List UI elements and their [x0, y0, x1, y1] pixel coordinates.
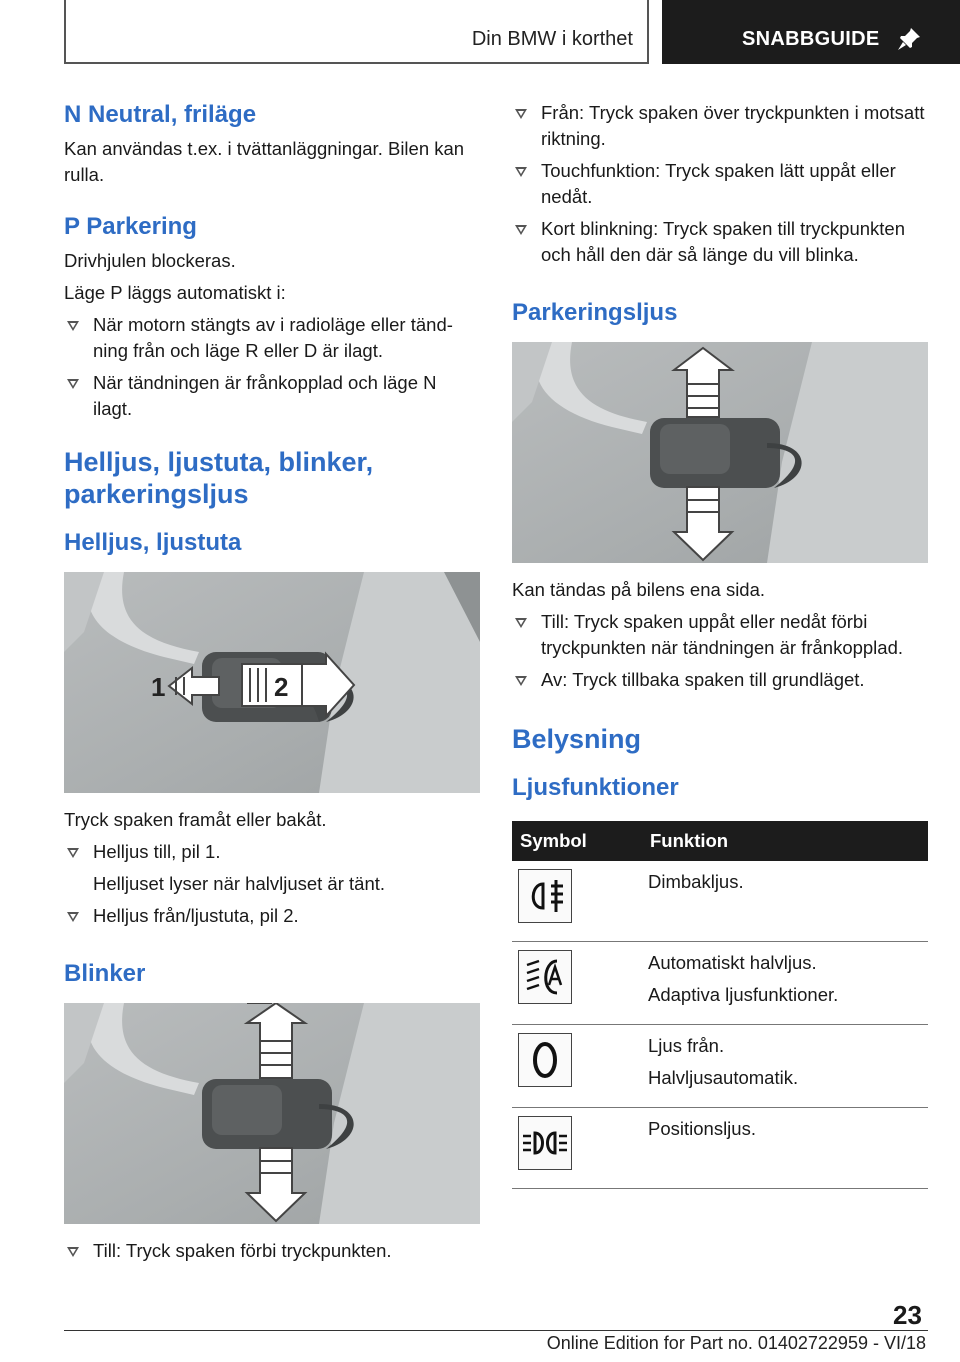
pushpin-icon: [896, 26, 922, 52]
left-column: [64, 100, 480, 1264]
col-header-symbol: Symbol: [512, 821, 642, 861]
list-item-text: Kort blinkning: Tryck spaken till tryckpunkten och håll den där så länge du vill blinka.: [541, 218, 905, 265]
bullet-triangle-icon: [515, 109, 527, 119]
function-text: Adaptiva ljusfunktioner.: [648, 984, 839, 1005]
list-item-text: Till: Tryck spaken förbi tryckpunkten.: [93, 1240, 392, 1261]
list-item-text: Från: Tryck spaken över tryckpunkten i motsatt riktning.: [541, 102, 925, 149]
header-section-title: Din BMW i korthet: [471, 28, 633, 50]
highbeam-caption: Tryck spaken framåt eller bakåt.: [64, 809, 327, 830]
list-item: [512, 609, 928, 661]
arrow-1-label: 1: [151, 672, 166, 702]
lighting-heading: Belysning: [512, 724, 642, 754]
list-item-subtext: Helljuset lyser när halvljuset är tänt.: [93, 873, 386, 894]
page-number: 23: [893, 1300, 922, 1330]
rear-fog-light-icon: [518, 869, 572, 923]
main-section-heading: Helljus, ljustuta, blinker, parkeringsljus: [64, 447, 374, 509]
list-item: [64, 370, 480, 422]
list-item: [64, 903, 480, 929]
bullet-triangle-icon: [67, 379, 79, 389]
lights-off-zero-icon: [518, 1033, 572, 1087]
function-text: Automatiskt halvljus.: [648, 952, 817, 973]
parking-light-caption: Kan tändas på bilens ena sida.: [512, 579, 766, 600]
arrow-2-label: 2: [274, 672, 289, 702]
list-item: [512, 216, 928, 268]
bullet-triangle-icon: [515, 167, 527, 177]
bullet-triangle-icon: [515, 225, 527, 235]
table-row: [512, 1025, 928, 1108]
bullet-triangle-icon: [67, 912, 79, 922]
footer-edition-text: Online Edition for Part no. 01402722959 - VI/18: [546, 1333, 926, 1353]
list-item: [512, 100, 928, 152]
chapter-label: SNABBGUIDE: [742, 28, 880, 50]
bullet-triangle-icon: [515, 676, 527, 686]
neutral-heading: N Neutral, friläge: [64, 101, 257, 128]
blinker-stalk-illustration: [64, 1003, 480, 1224]
list-item-text: Helljus från/ljustuta, pil 2.: [93, 905, 299, 926]
function-text: Halvljusautomatik.: [648, 1067, 799, 1088]
right-column: [512, 100, 928, 1189]
list-item: [64, 839, 480, 865]
function-text: Ljus från.: [648, 1035, 725, 1056]
function-text: Dimbakljus.: [648, 871, 744, 892]
position-lights-icon: [518, 1116, 572, 1170]
bullet-triangle-icon: [67, 848, 79, 858]
list-item-text: Helljus till, pil 1.: [93, 841, 221, 862]
auto-low-beam-icon: [518, 950, 572, 1004]
light-functions-table: [512, 821, 928, 1189]
header-chapter-tab: [662, 0, 960, 64]
neutral-text: Kan användas t.ex. i tvättanläggningar. Bilen kan rulla.: [64, 138, 465, 185]
list-item-text: När tändningen är frånkopplad och läge N ilagt.: [93, 372, 437, 419]
parking-light-heading: Parkeringsljus: [512, 299, 678, 326]
col-header-function: Funktion: [642, 821, 928, 861]
list-item-text: Av: Tryck tillbaka spaken till grundläget.: [541, 669, 865, 690]
header-section-box: [64, 0, 649, 64]
list-item-text: Touchfunktion: Tryck spaken lätt uppåt eller nedåt.: [541, 160, 896, 207]
bullet-triangle-icon: [67, 321, 79, 331]
list-item: [64, 312, 480, 364]
parking-light-stalk-illustration: [512, 342, 928, 563]
bullet-triangle-icon: [515, 618, 527, 628]
list-item-text: När motorn stängts av i radioläge eller tändning från och läge R eller D är ilagt.: [93, 314, 453, 361]
footer-divider: [64, 1330, 928, 1331]
list-item: [512, 667, 928, 693]
blinker-heading: Blinker: [64, 960, 146, 987]
function-text: Positionsljus.: [648, 1118, 756, 1139]
list-item: [64, 1238, 480, 1264]
table-row: [512, 861, 928, 942]
bullet-triangle-icon: [67, 1247, 79, 1257]
parking-heading: P Parkering: [64, 213, 197, 240]
list-item-text: Till: Tryck spaken uppåt eller nedåt förbi tryckpunkten när tändningen är frånkopplad.: [541, 611, 904, 658]
table-header-row: [512, 821, 928, 861]
table-row: [512, 942, 928, 1025]
highbeam-stalk-illustration: [64, 572, 480, 793]
table-row: [512, 1108, 928, 1189]
light-functions-heading: Ljusfunktioner: [512, 774, 679, 801]
parking-text-1: Drivhjulen blockeras.: [64, 250, 236, 271]
highbeam-heading: Helljus, ljustuta: [64, 529, 242, 556]
parking-text-2: Läge P läggs automatiskt i:: [64, 282, 286, 303]
list-item: [512, 158, 928, 210]
